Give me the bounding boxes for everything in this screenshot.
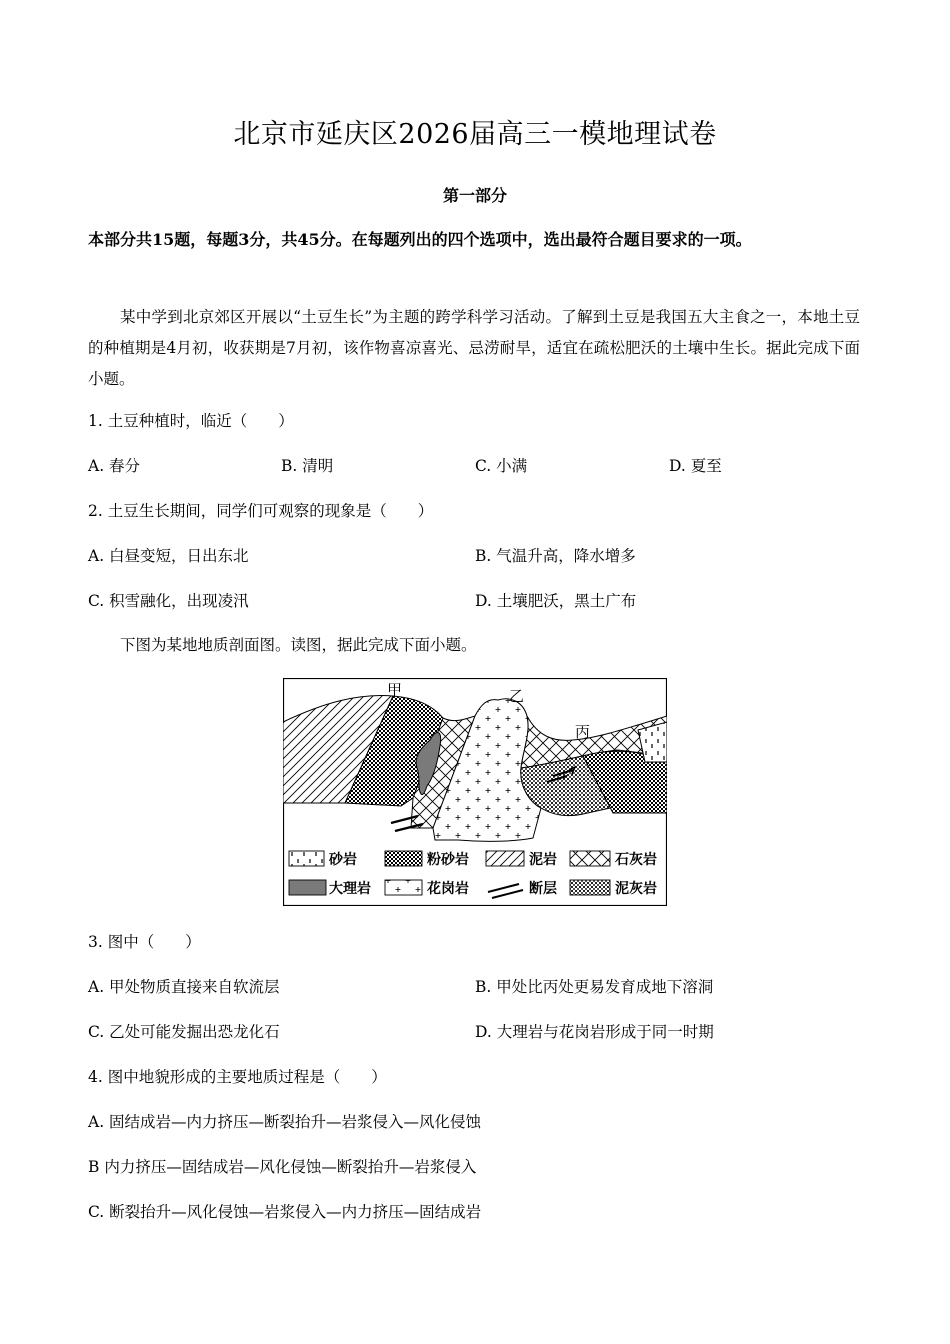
question-4-option-b: B 内力挤压—固结成岩—风化侵蚀—断裂抬升—岩浆侵入 (88, 1158, 477, 1176)
legend-mudstone: 泥岩 (529, 852, 557, 868)
legend-marble: 大理岩 (329, 881, 371, 897)
question-2-option-a: A. 白昼变短，日出东北 (88, 547, 249, 565)
legend-sandstone: 砂岩 (329, 852, 357, 868)
question-3-option-b: B. 甲处比丙处更易发育成地下溶洞 (475, 978, 714, 996)
question-3-option-c: C. 乙处可能发掘出恐龙化石 (88, 1023, 280, 1041)
passage-geology: 下图为某地地质剖面图。读图，据此完成下面小题。 (120, 636, 477, 654)
page-title: 北京市延庆区2026届高三一模地理试卷 (233, 119, 717, 150)
label-yi: 乙 (509, 687, 525, 705)
question-2-option-d: D. 土壤肥沃，黑土广布 (475, 592, 637, 610)
question-1-option-c: C. 小满 (475, 457, 528, 475)
legend-granite-swatch (385, 880, 422, 895)
label-jia: 甲 (387, 681, 403, 699)
section-heading: 第一部分 (442, 186, 507, 205)
question-3-stem: 3. 图中（ ） (88, 933, 201, 951)
question-4-option-c: C. 断裂抬升—风化侵蚀—岩浆侵入—内力挤压—固结成岩 (88, 1203, 482, 1221)
legend-siltstone: 粉砂岩 (427, 852, 469, 868)
legend-granite: 花岗岩 (427, 881, 469, 897)
question-1-option-d: D. 夏至 (669, 457, 722, 475)
legend-marl: 泥灰岩 (615, 881, 657, 897)
legend-mudstone-swatch (486, 851, 524, 866)
question-1-option-b: B. 清明 (281, 457, 334, 475)
legend-fault: 断层 (529, 881, 557, 897)
section-instruction: 本部分共15题，每题3分，共45分。在每题列出的四个选项中，选出最符合题目要求的一项。 (88, 230, 752, 249)
legend-limestone-swatch (570, 851, 610, 866)
legend-sandstone-swatch (289, 851, 324, 866)
question-4-option-a: A. 固结成岩—内力挤压—断裂抬升—岩浆侵入—风化侵蚀 (88, 1113, 482, 1131)
legend-limestone: 石灰岩 (615, 852, 657, 868)
label-bing: 丙 (575, 723, 591, 741)
legend-marble-swatch (289, 880, 326, 895)
question-2-option-c: C. 积雪融化，出现凌汛 (88, 592, 249, 610)
legend-siltstone-swatch (385, 851, 422, 866)
legend-marl-swatch (570, 880, 610, 895)
question-3-option-a: A. 甲处物质直接来自软流层 (88, 978, 280, 996)
question-2-option-b: B. 气温升高，降水增多 (475, 547, 636, 565)
passage-potato: 某中学到北京郊区开展以“土豆生长”为主题的跨学科学习活动。了解到土豆是我国五大主食之一，本地土豆的种植期是4月初，收获期是7月初，该作物喜凉喜光、忌涝耐旱，适宜在疏松肥沃的土壤中生长。据此完成下面小题。 (88, 308, 860, 388)
question-1-stem: 1. 土豆种植时，临近（ ） (88, 412, 294, 430)
geologic-section-figure (283, 678, 667, 906)
question-3-option-d: D. 大理岩与花岗岩形成于同一时期 (475, 1023, 714, 1041)
question-1-option-a: A. 春分 (88, 457, 141, 475)
question-2-stem: 2. 土豆生长期间，同学们可观察的现象是（ ） (88, 502, 434, 520)
question-4-stem: 4. 图中地貌形成的主要地质过程是（ ） (88, 1068, 387, 1086)
